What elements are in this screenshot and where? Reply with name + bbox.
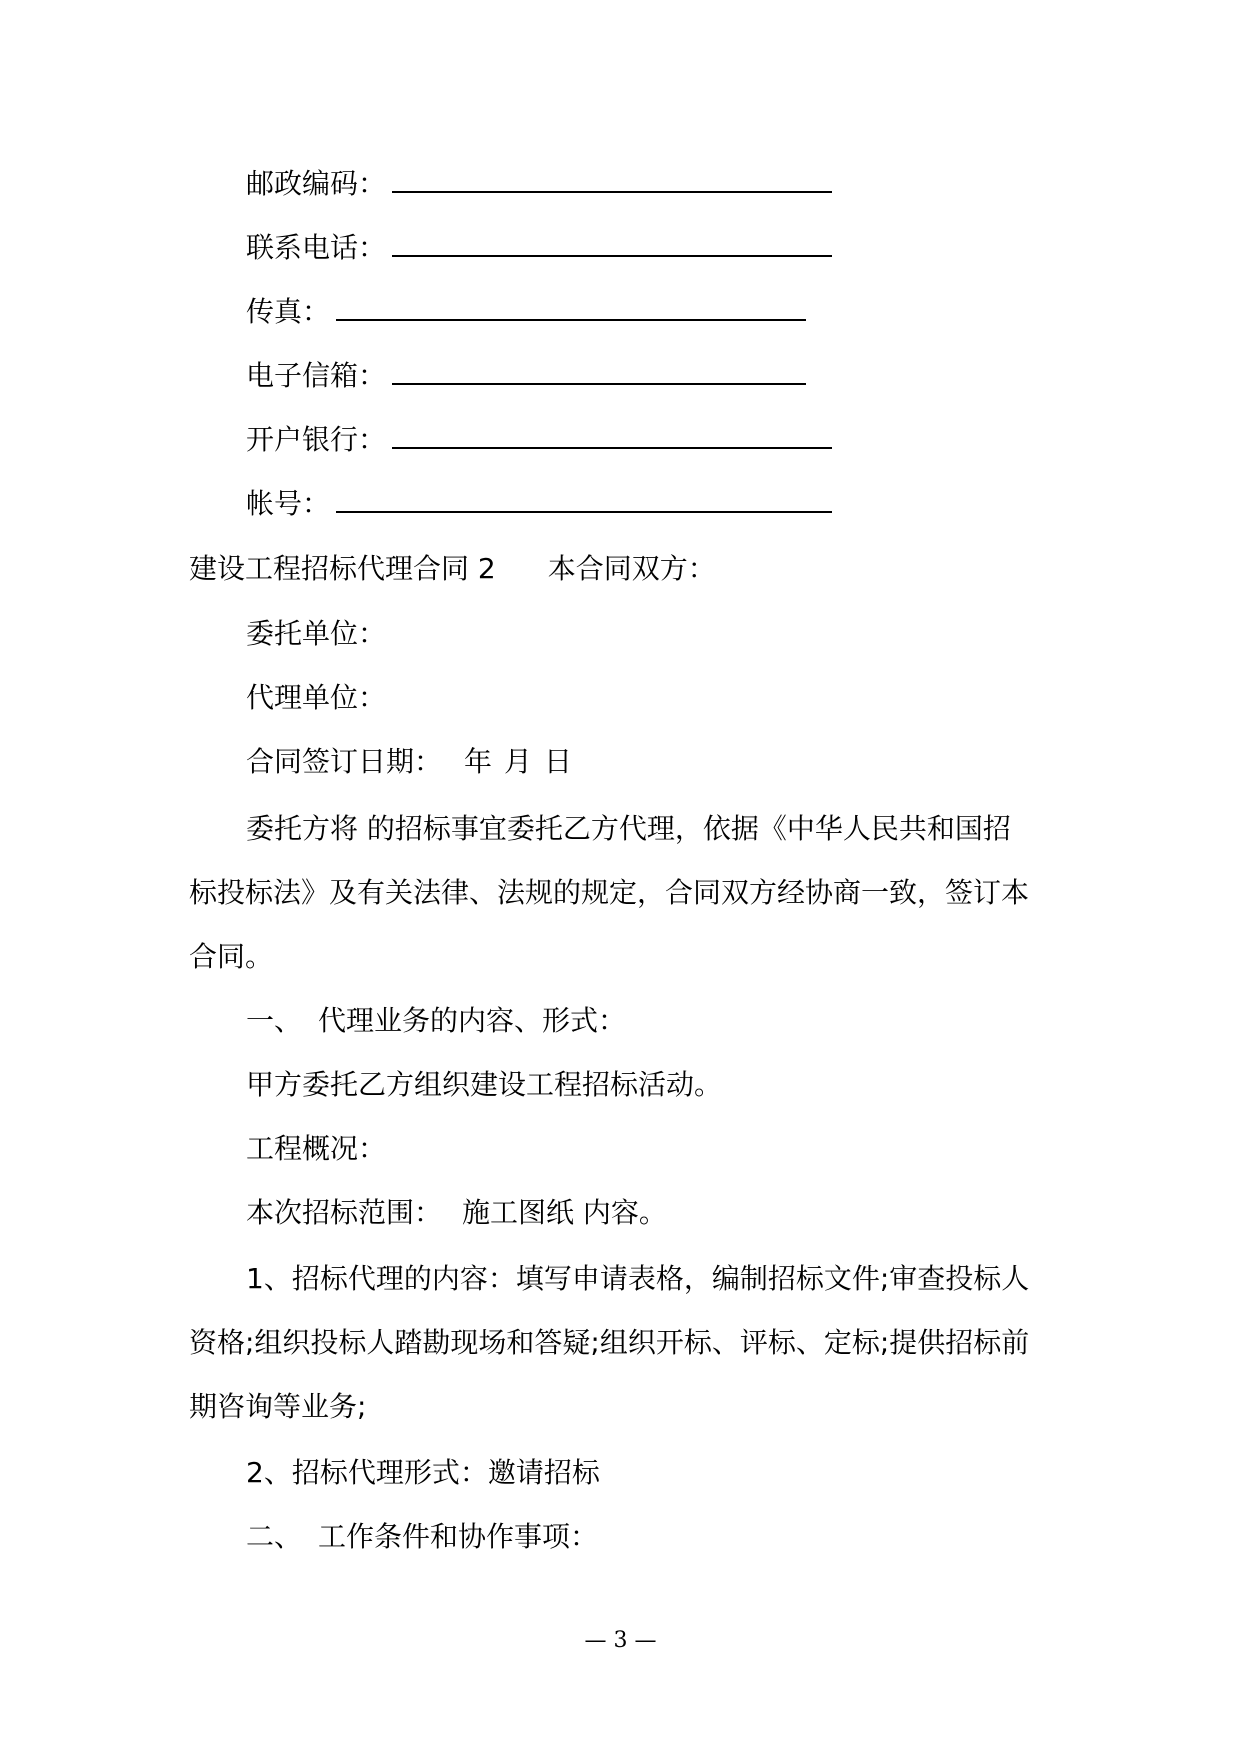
item1-line3: 期咨询等业务; (189, 1390, 367, 1423)
fax-field (246, 293, 806, 330)
item1-line2: 资格;组织投标人踏勘现场和答疑;组织开标、评标、定标;提供招标前 (189, 1326, 1030, 1359)
email-blank (392, 357, 806, 385)
account-field (246, 485, 832, 522)
scope-value: 施工图纸 内容。 (462, 1196, 667, 1229)
section2-heading (246, 1519, 598, 1555)
section2-number: 二、 (246, 1520, 303, 1553)
section1-title: 代理业务的内容、形式： (318, 1004, 627, 1037)
contract-title: 建设工程招标代理合同 2 (189, 552, 496, 585)
phone-label: 联系电话： (246, 231, 387, 264)
para1-line2: 标投标法》及有关法律、法规的规定，合同双方经协商一致，签订本 (189, 876, 1030, 909)
sign-date-line (246, 744, 572, 780)
account-label: 帐号： (246, 487, 331, 520)
para1-line1: 委托方将 的招标事宜委托乙方代理，依据《中华人民共和国招 (246, 812, 1011, 845)
sign-date-label: 合同签订日期： (246, 745, 443, 778)
phone-field (246, 229, 832, 266)
item2: 2、招标代理形式：邀请招标 (246, 1456, 600, 1489)
sign-date-day: 日 (544, 745, 573, 778)
sign-date-year: 年 (464, 745, 493, 778)
bank-field (246, 421, 832, 458)
scope-line (246, 1195, 667, 1231)
postal-code-blank (392, 165, 832, 193)
scope-label: 本次招标范围： (246, 1196, 443, 1229)
para3: 工程概况： (246, 1132, 387, 1165)
phone-blank (392, 229, 832, 257)
para2: 甲方委托乙方组织建设工程招标活动。 (246, 1068, 723, 1101)
postal-code-label: 邮政编码： (246, 167, 387, 200)
fax-blank (336, 293, 806, 321)
contract-title-line (189, 551, 716, 587)
fax-label: 传真： (246, 295, 331, 328)
page-number: — 3 — (584, 1628, 657, 1653)
agent-unit: 代理单位： (246, 681, 387, 714)
section2-title: 工作条件和协作事项： (318, 1520, 599, 1553)
entrust-unit: 委托单位： (246, 617, 387, 650)
para1-line3: 合同。 (189, 940, 274, 973)
item1-line1: 1、招标代理的内容：填写申请表格，编制招标文件;审查投标人 (246, 1262, 1030, 1295)
bank-blank (392, 421, 832, 449)
account-blank (336, 485, 832, 513)
postal-code-field (246, 165, 832, 202)
section1-heading (246, 1003, 626, 1039)
email-field (246, 357, 806, 394)
bank-label: 开户银行： (246, 423, 387, 456)
parties-intro: 本合同双方： (547, 552, 716, 585)
section1-number: 一、 (246, 1004, 303, 1037)
sign-date-month: 月 (504, 745, 533, 778)
email-label: 电子信箱： (246, 359, 387, 392)
